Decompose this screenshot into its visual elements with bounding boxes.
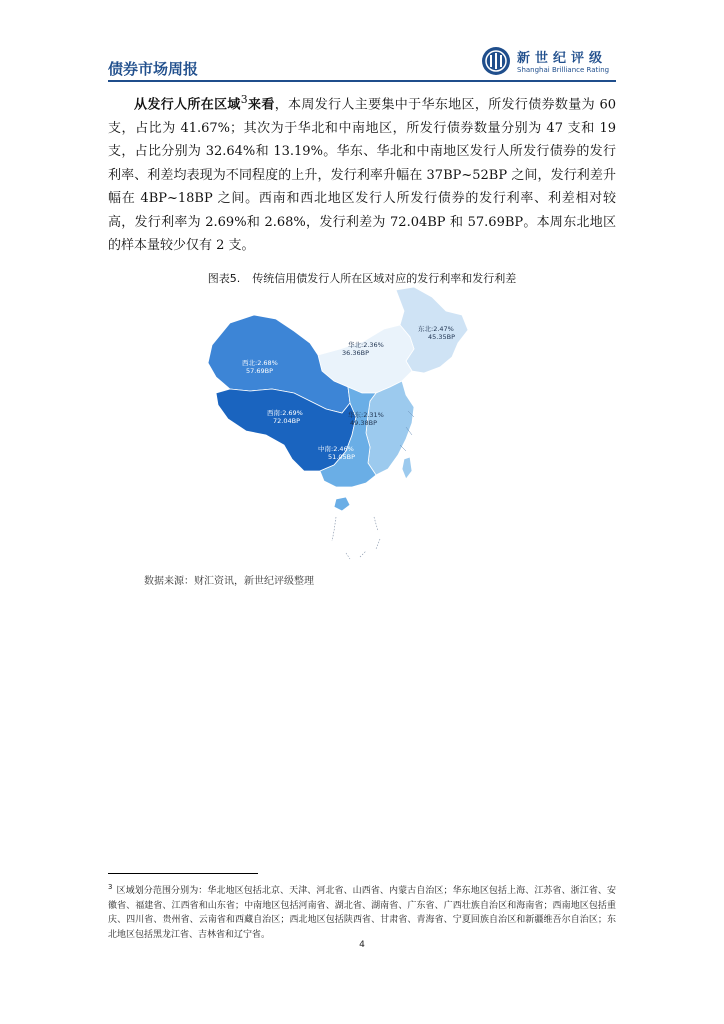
china-region-map — [200, 285, 480, 565]
label-southwest-spread: 72.04BP — [273, 417, 300, 425]
footnote-divider — [108, 873, 258, 874]
label-northwest-spread: 57.69BP — [246, 367, 273, 375]
label-northeast-rate: 东北:2.47% — [418, 325, 454, 333]
figure-number: 图表5. — [207, 272, 241, 285]
page-number: 4 — [359, 940, 365, 950]
brand-logo — [481, 46, 616, 76]
figure-caption — [0, 270, 724, 286]
paragraph-text: ，本周发行人主要集中于华东地区，所发行债券数量为 60 支，占比为 41.67%；其次为于华北和中南地区，所发行债券数量分别为 47 支和 19 支，占比分别为 32.64%和 13.19%。华东、华北和中南地区发行人所发行债券的发行利率、利差均表现为不同程度的上升，发行利率升幅在 37BP~52BP 之间，发行利差升幅在 4BP~18BP 之间。西南和西北地区发行人所发行债券的发行利率、利差相对较高，发行利率为 2.69%和 2.68%，发行利差为 72.04BP 和 57.69BP。本周东北地区的样本量较少仅有 2 支。 — [108, 97, 616, 254]
footnote-text: 区域划分范围分别为：华北地区包括北京、天津、河北省、山西省、内蒙古自治区；华东地区包括上海、江苏省、浙江省、安徽省、福建省、江西省和山东省；中南地区包括河南省、湖北省、湖南省、广东省、广西壮族自治区和海南省；西南地区包括重庆、四川省、贵州省、云南省和西藏自治区；西北地区包括陕西省、甘肃省、青海省、宁夏回族自治区和新疆维吾尔自治区；东北地区包括黑龙江省、吉林省和辽宁省。 — [108, 886, 616, 940]
south-china-sea-inset — [332, 517, 380, 559]
label-south-central-spread: 51.05BP — [328, 453, 355, 461]
report-title: 债券市场周报 — [108, 60, 199, 78]
page-header — [108, 44, 616, 82]
label-south-central-rate: 中南:2.46% — [318, 445, 354, 453]
lead-phrase-tail: 来看 — [247, 97, 275, 113]
label-east-spread: 49.38BP — [350, 419, 377, 427]
label-north-rate: 华北:2.36% — [348, 341, 384, 349]
lead-phrase: 从发行人所在区域 — [134, 97, 241, 113]
footnote-marker: 3 — [108, 883, 113, 891]
brand-name-cn: 新世纪评级 — [517, 51, 608, 66]
taiwan-island — [402, 457, 412, 479]
label-southwest-rate: 西南:2.69% — [267, 409, 303, 417]
brand-emblem-icon — [481, 46, 511, 76]
footnote — [108, 880, 616, 942]
brand-name-en: Shanghai Brilliance Rating — [517, 66, 610, 74]
label-east-rate: 华东:2.31% — [348, 411, 384, 419]
figure-title: 传统信用债发行人所在区域对应的发行利率和发行利差 — [252, 272, 517, 285]
label-north-spread: 36.36BP — [342, 349, 369, 357]
label-northeast-spread: 45.35BP — [428, 333, 455, 341]
body-paragraph — [108, 88, 616, 258]
footnote-ref[interactable]: 3 — [240, 93, 248, 106]
hainan-island — [334, 497, 350, 511]
figure-source: 数据来源：财汇资讯，新世纪评级整理 — [144, 576, 314, 587]
label-northwest-rate: 西北:2.68% — [242, 359, 278, 367]
